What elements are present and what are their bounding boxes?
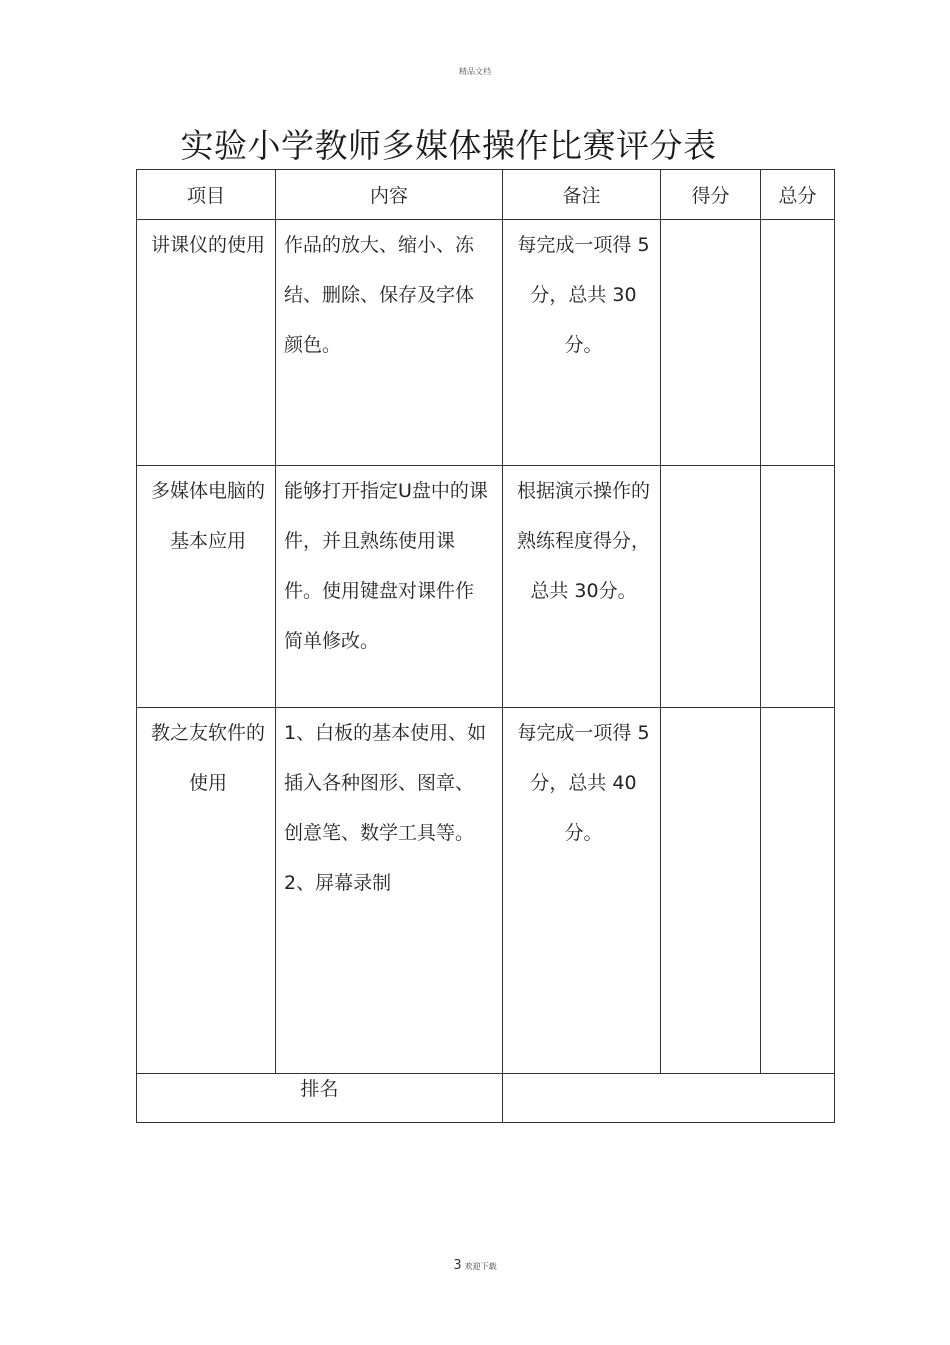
header-content: 内容 [276, 170, 503, 220]
rank-value-cell[interactable] [503, 1074, 835, 1123]
header-total: 总分 [761, 170, 835, 220]
content-text: 作品的放大、缩小、冻结、删除、保存及字体颜色。 [284, 234, 475, 356]
table-header-row [137, 170, 835, 220]
item-cell [137, 220, 276, 466]
note-text: 每完成一项得 5分，总共 30 分。 [517, 234, 650, 356]
footer-text: 欢迎下载 [464, 1262, 497, 1271]
item-text: 教之友软件的使用 [150, 722, 265, 794]
table-row [137, 220, 835, 466]
content-text: 1、白板的基本使用、如插入各种图形、图章、创意笔、数学工具等。 2、屏幕录制 [284, 722, 487, 894]
item-text: 讲课仪的使用 [150, 234, 265, 256]
item-cell [137, 466, 276, 708]
page-number: 3 [453, 1258, 462, 1273]
header-item: 项目 [137, 170, 276, 220]
header-score: 得分 [661, 170, 761, 220]
header-note: 精品文档 [459, 67, 491, 76]
content-cell [276, 708, 503, 1074]
rank-row [137, 1074, 835, 1123]
note-text: 每完成一项得 5分，总共 40 分。 [517, 722, 650, 844]
header-note: 备注 [503, 170, 661, 220]
score-cell[interactable] [661, 708, 761, 1074]
note-text: 根据演示操作的熟练程度得分，总共 30分。 [516, 480, 650, 602]
content-cell [276, 466, 503, 708]
rank-label: 排名 [137, 1074, 503, 1123]
total-cell[interactable] [761, 466, 835, 708]
note-cell [503, 466, 661, 708]
page-footer [0, 1258, 950, 1273]
item-cell [137, 708, 276, 1074]
table-row [137, 466, 835, 708]
item-text: 多媒体电脑的基本应用 [150, 480, 265, 552]
total-cell[interactable] [761, 220, 835, 466]
content-text: 能够打开指定U盘中的课件，并且熟练使用课件。使用键盘对课件作简单修改。 [284, 480, 488, 652]
table-row [137, 708, 835, 1074]
score-cell[interactable] [661, 466, 761, 708]
content-cell [276, 220, 503, 466]
total-cell[interactable] [761, 708, 835, 1074]
note-cell [503, 220, 661, 466]
note-cell [503, 708, 661, 1074]
score-cell[interactable] [661, 220, 761, 466]
page-title: 实验小学教师多媒体操作比赛评分表 [180, 126, 717, 165]
score-table [136, 169, 835, 1123]
